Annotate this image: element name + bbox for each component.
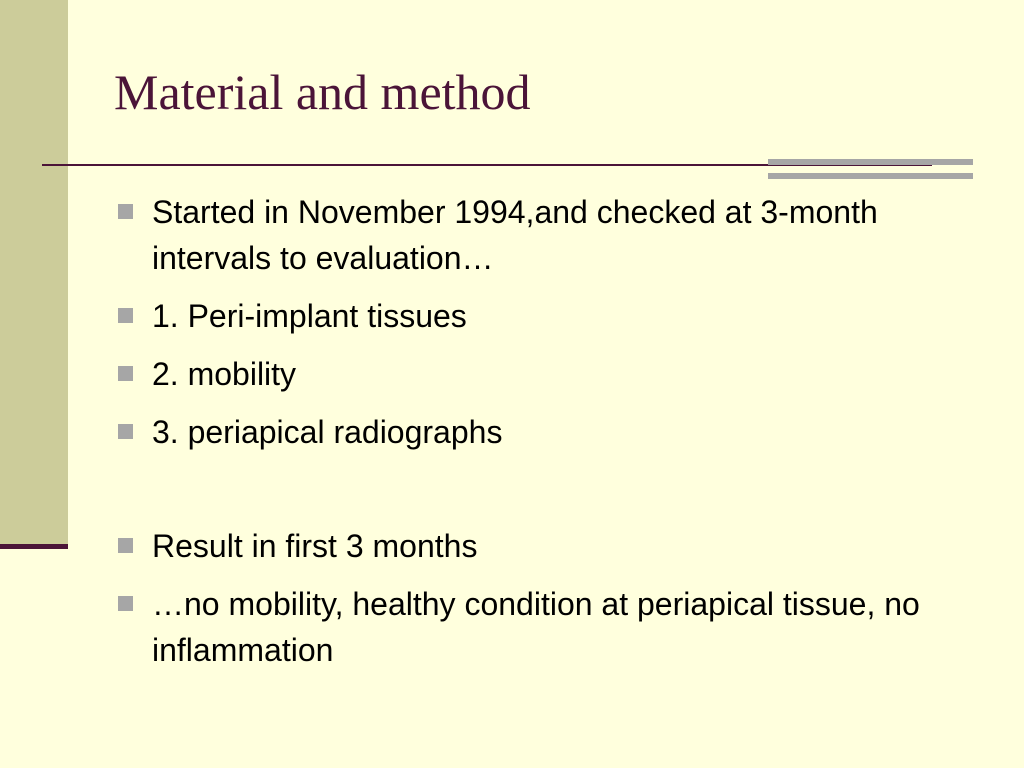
bullet-item-mobility [118,351,968,397]
bullet-text: Result in first 3 months [152,528,478,564]
square-bullet-icon [118,204,133,219]
bullet-text: 1. Peri-implant tissues [152,298,467,334]
slide-title: Material and method [114,64,531,120]
bullet-text: 3. periapical radiographs [152,414,503,450]
bullet-item-peri-implant [118,293,968,339]
bullet-item-radiographs [118,409,968,455]
square-bullet-icon [118,424,133,439]
square-bullet-icon [118,308,133,323]
left-accent-rule [0,544,68,549]
accent-bar-upper [768,159,973,165]
left-decorative-band [0,0,68,548]
square-bullet-icon [118,538,133,553]
bullet-item-findings [118,581,968,673]
bullet-item-result [118,523,968,569]
bullet-item-start-date [118,189,968,281]
accent-bar-lower [768,173,973,179]
bullet-text: …no mobility, healthy condition at periapical tissue, no inflammation [152,586,920,668]
square-bullet-icon [118,366,133,381]
square-bullet-icon [118,596,133,611]
bullet-text: 2. mobility [152,356,297,392]
bullet-text: Started in November 1994,and checked at 3-month intervals to evaluation… [152,194,878,276]
bullet-list [118,189,968,685]
